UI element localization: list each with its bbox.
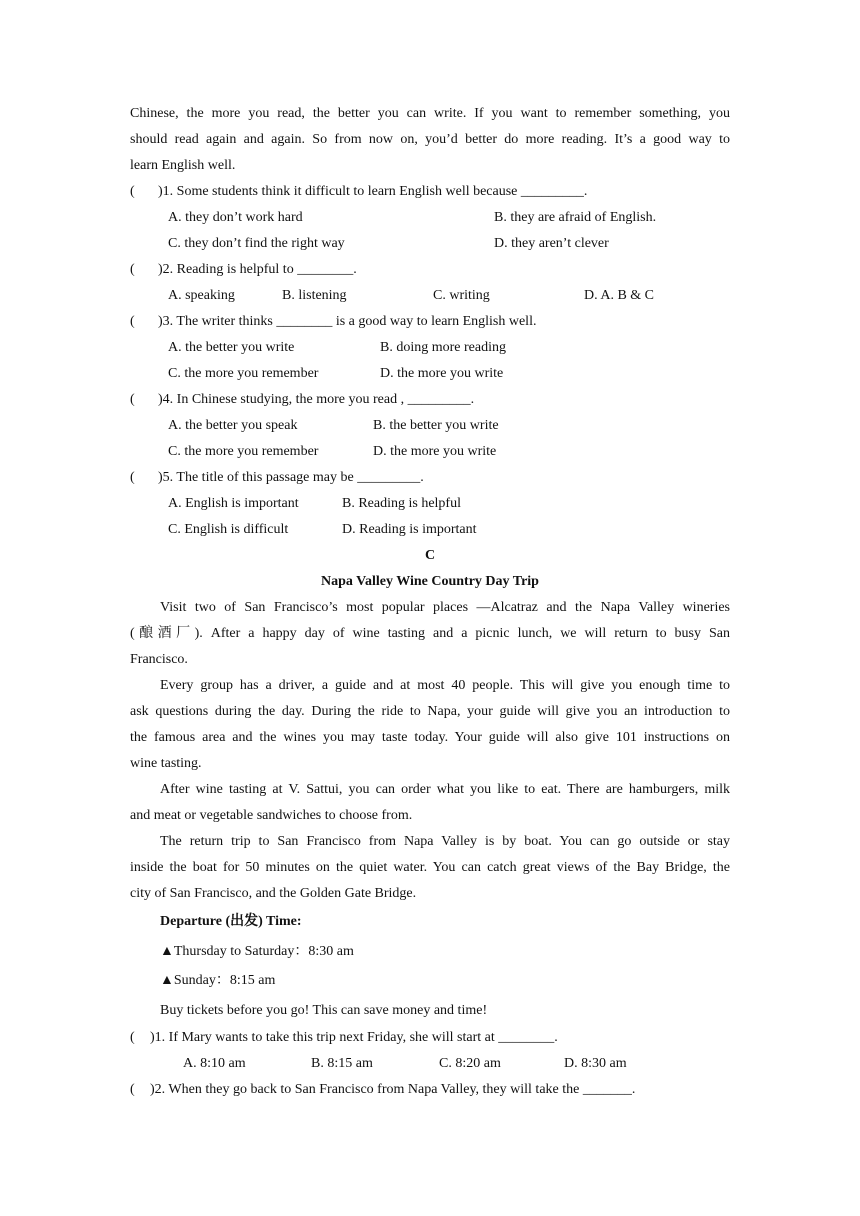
passage-title: Napa Valley Wine Country Day Trip [321,574,539,589]
passage-line: and meat or vegetable sandwiches to choose from. [130,808,413,823]
answer-blank[interactable]: ( [130,1082,135,1097]
option-d: D. the more you write [373,444,497,459]
departure-heading: Departure (出发) Time: [160,914,302,929]
option-a: A. speaking [168,288,235,303]
option-row [130,231,730,257]
option-d: D. the more you write [380,366,504,381]
schedule-item: ▲Thursday to Saturday：8:30 am [160,943,354,959]
option-row [130,413,730,439]
option-b: B. Reading is helpful [342,496,461,511]
question-1 [130,179,730,205]
option-c: C. writing [433,288,490,303]
option-row [130,361,730,387]
option-row [130,335,730,361]
question-stem: )3. The writer thinks ________ is a good way to learn English well. [158,314,537,329]
tickets-note: Buy tickets before you go! This can save money and time! [160,1002,488,1018]
option-c: C. the more you remember [168,366,319,381]
option-b: B. listening [282,288,347,303]
option-row [130,439,730,465]
section-letter: C [424,548,436,563]
passage-line: The return trip to San Francisco from Napa Valley is by boat. You can go outside or stay [160,834,730,849]
option-a: A. they don’t work hard [168,210,303,225]
answer-blank[interactable]: ( [130,392,135,407]
passage-line: learn English well. [130,158,236,173]
question-stem: )2. When they go back to San Francisco from Napa Valley, they will take the _______. [150,1082,636,1097]
option-row [130,205,730,231]
question-2 [130,257,730,283]
question-3 [130,309,730,335]
passage-line: Visit two of San Francisco’s most popular places —Alcatraz and the Napa Valley wineries [160,600,730,615]
passage-line: inside the boat for 50 minutes on the quiet water. You can catch great views of the Bay Bridge, the [130,860,730,875]
page-content [130,101,730,1103]
answer-blank[interactable]: ( [130,262,135,277]
option-d: D. Reading is important [342,522,477,537]
passage-line: (酿酒厂). After a happy day of wine tasting and a picnic lunch, we will return to busy San [130,626,730,641]
passage-line: After wine tasting at V. Sattui, you can order what you like to eat. There are hamburgers, milk [160,782,730,797]
answer-blank[interactable]: ( [130,470,135,485]
option-c: C. 8:20 am [439,1056,501,1071]
option-row [130,1051,730,1077]
option-b: B. 8:15 am [311,1056,373,1071]
option-a: A. the better you speak [168,418,298,433]
answer-blank[interactable]: ( [130,184,135,199]
option-a: A. the better you write [168,340,295,355]
question-c1 [130,1025,730,1051]
option-row [130,491,730,517]
question-5 [130,465,730,491]
option-b: B. they are afraid of English. [494,210,657,225]
passage-line: Chinese, the more you read, the better you can write. If you want to remember something, you [130,106,730,121]
option-c: C. English is difficult [168,522,289,537]
option-row [130,283,730,309]
passage-line: wine tasting. [130,756,202,771]
answer-blank[interactable]: ( [130,314,135,329]
passage-line: should read again and again. So from now on, you’d better do more reading. It’s a good way to [130,132,730,147]
option-b: B. the better you write [373,418,499,433]
question-stem: )4. In Chinese studying, the more you read , _________. [158,392,475,407]
answer-blank[interactable]: ( [130,1030,135,1045]
question-stem: )1. If Mary wants to take this trip next Friday, she will start at ________. [150,1030,558,1045]
passage-line: ask questions during the day. During the ride to Napa, your guide will give you an introduction to [130,704,730,719]
option-d: D. A. B & C [584,288,655,303]
passage-line: Francisco. [130,652,188,667]
option-d: D. 8:30 am [564,1056,627,1071]
question-c2 [130,1077,730,1103]
schedule-item: ▲Sunday：8:15 am [160,973,276,988]
option-c: C. they don’t find the right way [168,236,345,251]
passage-line: city of San Francisco, and the Golden Gate Bridge. [130,886,417,901]
question-stem: )5. The title of this passage may be _________. [158,470,424,485]
option-c: C. the more you remember [168,444,319,459]
passage-line: Every group has a driver, a guide and at most 40 people. This will give you enough time to [160,678,730,693]
passage-line: the famous area and the wines you may taste today. Your guide will also give 101 instructions on [130,730,730,745]
option-b: B. doing more reading [380,340,506,355]
question-stem: )1. Some students think it difficult to learn English well because _________. [158,184,588,199]
option-d: D. they aren’t clever [494,236,609,251]
option-row [130,517,730,543]
question-4 [130,387,730,413]
question-stem: )2. Reading is helpful to ________. [158,262,357,277]
option-a: A. English is important [168,496,299,511]
option-a: A. 8:10 am [183,1056,246,1071]
